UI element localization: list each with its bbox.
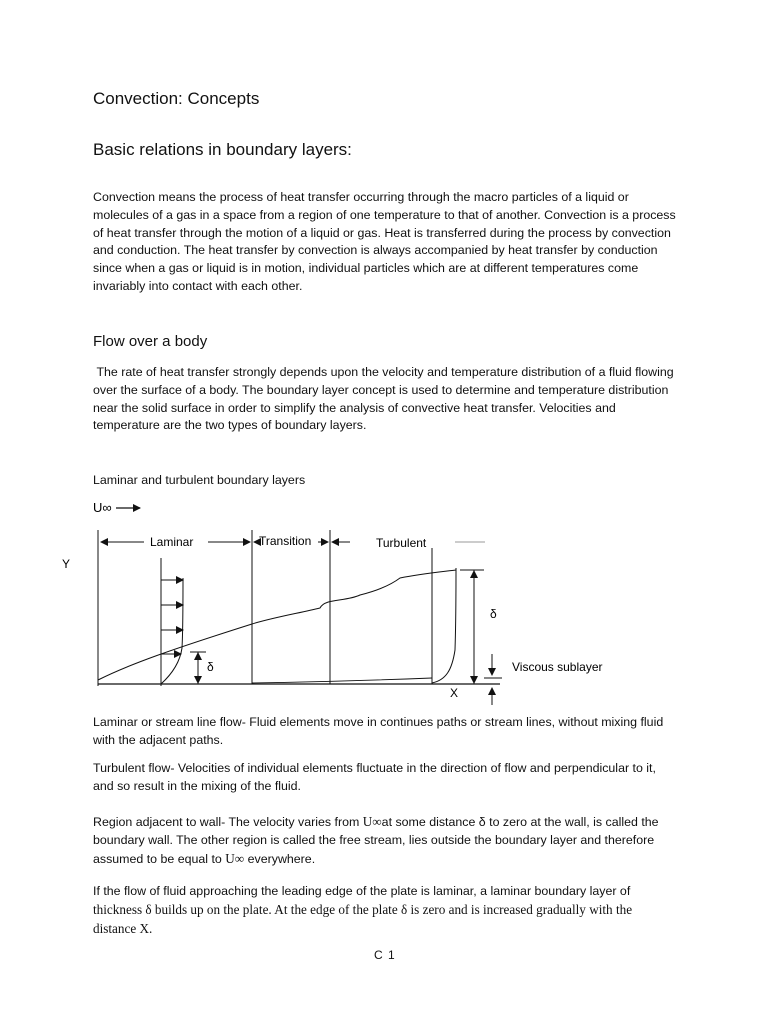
laminar-velocity-profile xyxy=(161,578,183,684)
region-transition-label: Transition xyxy=(259,534,312,548)
turbulent-delta-arrowhead xyxy=(470,676,478,684)
viscous-sublayer-curve xyxy=(252,678,432,683)
region-text-part1: Region adjacent to wall- The velocity varies from xyxy=(93,815,363,829)
section-heading: Flow over a body xyxy=(93,333,208,350)
flow-paragraph: The rate of heat transfer strongly depends upon the velocity and temperature distribution of a fluid flowing over the surface of a body. The boundary layer concept is used to determine and temperature distribution near the solid surface in order to simplify the analysis of convective heat transfer. Velocities and temperature are the two types of boundary layers. xyxy=(93,365,678,433)
figure-caption: Laminar and turbulent boundary layers xyxy=(93,473,306,487)
boundary-layer-figure xyxy=(0,490,768,715)
boundary-layer-edge xyxy=(98,570,456,680)
turbulent-paragraph: Turbulent flow- Velocities of individual elements fluctuate in the direction of flow and perpendicular to it, and so result in the mixing of the fluid. xyxy=(93,761,656,793)
free-stream-label: U∞ xyxy=(93,500,112,515)
region-laminar-label: Laminar xyxy=(150,535,194,549)
turbulent-velocity-profile xyxy=(432,568,456,683)
x-axis-label: X xyxy=(450,686,459,700)
region-text-part3: everywhere. xyxy=(244,851,316,866)
page-number: C 1 xyxy=(374,948,396,962)
leading-edge-part1: If the flow of fluid approaching the leading edge of the plate is laminar, a laminar boundary layer of xyxy=(93,884,631,898)
y-axis-label: Y xyxy=(62,557,71,571)
region-text-part2: at some distance δ to zero at the wall, is called the boundary wall. The other region is called the free stream, lies outside the boundary layer and therefore assumed to be equal to xyxy=(93,815,659,866)
leading-edge-paragraph xyxy=(93,883,678,938)
u-infinity-symbol: U∞ xyxy=(225,850,245,866)
laminar-delta-arrowhead xyxy=(194,652,202,660)
u-infinity-symbol: U∞ xyxy=(362,814,382,829)
laminar-paragraph: Laminar or stream line flow- Fluid elements move in continues paths or stream lines, without mixing fluid with the adjacent paths. xyxy=(93,715,664,747)
delta-turbulent-label: δ xyxy=(490,607,497,621)
intro-paragraph: Convection means the process of heat transfer occurring through the macro particles of a liquid or molecules of a gas in a space from a region of one temperature to that of another. Convection is a process of heat transfer through the motion of a liquid or gas. Heat is transferred during the process by convection and conduction. The heat transfer by convection is always accompanied by heat transfer by conduction since when a gas or liquid is in motion, individual particles which are at different temperatures come invariably into contact with each other. xyxy=(93,190,676,293)
region-turbulent-label: Turbulent xyxy=(376,536,427,550)
turbulent-delta-arrowhead xyxy=(470,570,478,578)
region-paragraph xyxy=(93,813,678,868)
viscous-sublayer-label: Viscous sublayer xyxy=(512,660,603,674)
leading-edge-part2: thickness δ builds up on the plate. At the edge of the plate δ is zero and is increased gradually with the distance X. xyxy=(93,901,633,936)
page-title: Convection: Concepts xyxy=(93,89,260,108)
delta-laminar-label: δ xyxy=(207,660,214,674)
laminar-delta-arrowhead xyxy=(194,676,202,684)
section-title: Basic relations in boundary layers: xyxy=(93,140,352,159)
